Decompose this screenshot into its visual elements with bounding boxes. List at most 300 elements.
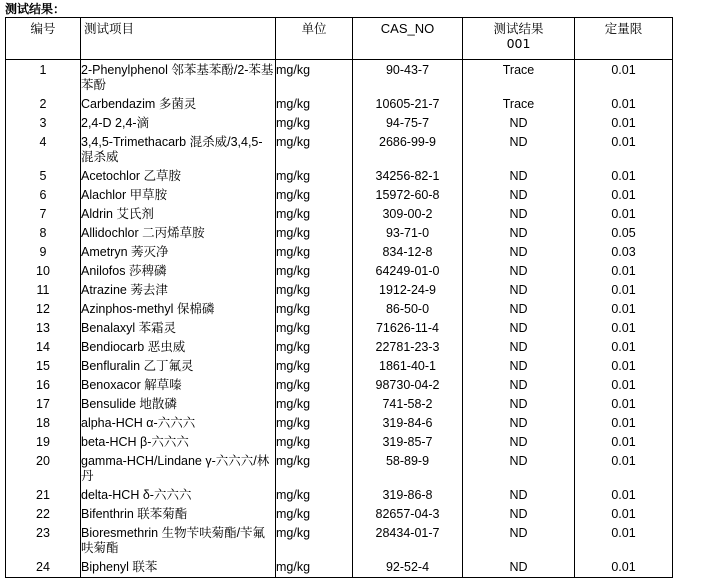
row-result bbox=[463, 395, 575, 414]
row-cas-number-text: 94-75-7 bbox=[385, 116, 430, 130]
row-limit-text: 0.01 bbox=[611, 340, 636, 354]
row-test-item bbox=[81, 186, 276, 205]
row-cas-number-text: 71626-11-4 bbox=[375, 321, 439, 335]
row-limit bbox=[575, 524, 673, 558]
row-unit-text: mg/kg bbox=[276, 97, 311, 111]
row-cas-number bbox=[353, 505, 463, 524]
row-test-item-text: Benfluralin 乙丁氟灵 bbox=[81, 359, 194, 373]
table-row bbox=[6, 114, 673, 133]
row-unit-text: mg/kg bbox=[276, 397, 311, 411]
row-unit bbox=[276, 505, 353, 524]
row-number bbox=[6, 452, 81, 486]
row-test-item bbox=[81, 486, 276, 505]
row-test-item-text: 3,4,5-Trimethacarb 混杀威/3,4,5-混杀威 bbox=[81, 135, 263, 164]
row-result bbox=[463, 558, 575, 578]
row-test-item bbox=[81, 243, 276, 262]
row-number bbox=[6, 558, 81, 578]
row-cas-number-text: 319-86-8 bbox=[382, 488, 433, 502]
row-limit-text: 0.01 bbox=[611, 97, 636, 111]
table-row bbox=[6, 300, 673, 319]
row-test-item bbox=[81, 114, 276, 133]
row-limit-text: 0.01 bbox=[611, 397, 636, 411]
row-result-text: ND bbox=[509, 488, 528, 502]
row-limit-text: 0.01 bbox=[611, 435, 636, 449]
row-result bbox=[463, 60, 575, 96]
row-result bbox=[463, 95, 575, 114]
row-number bbox=[6, 319, 81, 338]
row-result bbox=[463, 281, 575, 300]
row-result-text: ND bbox=[509, 397, 528, 411]
row-result-text: ND bbox=[509, 264, 528, 278]
row-unit-text: mg/kg bbox=[276, 507, 311, 521]
row-test-item-text: delta-HCH δ-六六六 bbox=[81, 488, 192, 502]
row-cas-number-text: 319-85-7 bbox=[382, 435, 433, 449]
row-test-item-text: beta-HCH β-六六六 bbox=[81, 435, 189, 449]
row-number-text: 16 bbox=[36, 378, 50, 392]
row-number bbox=[6, 114, 81, 133]
row-cas-number bbox=[353, 224, 463, 243]
row-result-text: Trace bbox=[502, 97, 535, 111]
row-test-item-text: Alachlor 甲草胺 bbox=[81, 188, 168, 202]
row-cas-number-text: 28434-01-7 bbox=[375, 526, 440, 540]
row-number bbox=[6, 167, 81, 186]
row-number bbox=[6, 395, 81, 414]
row-result-text: ND bbox=[509, 245, 528, 259]
row-unit-text: mg/kg bbox=[276, 226, 311, 240]
table-row bbox=[6, 243, 673, 262]
row-limit-text: 0.01 bbox=[611, 188, 636, 202]
row-number-text: 12 bbox=[36, 302, 50, 316]
row-result-text: ND bbox=[509, 340, 528, 354]
table-row bbox=[6, 186, 673, 205]
results-table bbox=[5, 17, 673, 578]
row-limit bbox=[575, 133, 673, 167]
row-result bbox=[463, 486, 575, 505]
row-test-item bbox=[81, 60, 276, 96]
row-limit bbox=[575, 262, 673, 281]
row-unit bbox=[276, 243, 353, 262]
table-row bbox=[6, 281, 673, 300]
row-test-item-text: Bendiocarb 恶虫威 bbox=[81, 340, 186, 354]
row-limit-text: 0.01 bbox=[611, 116, 636, 130]
row-limit-text: 0.01 bbox=[611, 507, 636, 521]
row-number bbox=[6, 376, 81, 395]
row-result bbox=[463, 357, 575, 376]
row-limit bbox=[575, 338, 673, 357]
row-cas-number bbox=[353, 376, 463, 395]
row-cas-number-text: 34256-82-1 bbox=[375, 169, 440, 183]
row-result bbox=[463, 414, 575, 433]
results-heading: 测试结果： bbox=[5, 2, 66, 16]
row-test-item-text: Azinphos-methyl 保棉磷 bbox=[81, 302, 215, 316]
row-unit bbox=[276, 300, 353, 319]
row-cas-number-text: 1861-40-1 bbox=[379, 359, 436, 373]
row-test-item-text: 2,4-D 2,4-滴 bbox=[81, 116, 150, 130]
row-number bbox=[6, 524, 81, 558]
row-number-text: 7 bbox=[39, 207, 47, 221]
row-number bbox=[6, 186, 81, 205]
row-unit bbox=[276, 133, 353, 167]
row-limit-text: 0.01 bbox=[611, 359, 636, 373]
row-result-text: ND bbox=[509, 560, 528, 574]
table-row bbox=[6, 319, 673, 338]
row-limit bbox=[575, 167, 673, 186]
row-test-item bbox=[81, 376, 276, 395]
row-number-text: 18 bbox=[36, 416, 50, 430]
table-row bbox=[6, 486, 673, 505]
row-test-item bbox=[81, 300, 276, 319]
row-result-text: ND bbox=[509, 135, 528, 149]
row-cas-number-text: 1912-24-9 bbox=[379, 283, 436, 297]
row-result-text: ND bbox=[509, 207, 528, 221]
row-cas-number-text: 92-52-4 bbox=[385, 560, 430, 574]
table-row bbox=[6, 205, 673, 224]
row-cas-number bbox=[353, 357, 463, 376]
row-unit bbox=[276, 262, 353, 281]
row-unit-text: mg/kg bbox=[276, 245, 311, 259]
row-cas-number-text: 10605-21-7 bbox=[375, 97, 440, 111]
row-test-item bbox=[81, 167, 276, 186]
row-number-text: 21 bbox=[36, 488, 50, 502]
header-row bbox=[6, 18, 673, 60]
row-cas-number bbox=[353, 524, 463, 558]
row-cas-number-text: 93-71-0 bbox=[385, 226, 430, 240]
row-result-text: ND bbox=[509, 302, 528, 316]
column-header-limit: 定量限 bbox=[575, 18, 673, 60]
row-result bbox=[463, 300, 575, 319]
row-test-item-text: Atrazine 莠去津 bbox=[81, 283, 168, 297]
row-number bbox=[6, 224, 81, 243]
column-header-result bbox=[463, 18, 575, 60]
row-unit bbox=[276, 357, 353, 376]
row-unit bbox=[276, 224, 353, 243]
row-number-text: 4 bbox=[39, 135, 47, 149]
row-test-item-text: Benoxacor 解草嗪 bbox=[81, 378, 182, 392]
row-result-text: ND bbox=[509, 116, 528, 130]
row-result-text: ND bbox=[509, 359, 528, 373]
table-row bbox=[6, 524, 673, 558]
row-test-item bbox=[81, 95, 276, 114]
row-number-text: 1 bbox=[39, 63, 47, 77]
row-unit-text: mg/kg bbox=[276, 560, 311, 574]
column-header-item: 测试项目 bbox=[81, 18, 276, 60]
row-unit-text: mg/kg bbox=[276, 207, 311, 221]
row-number-text: 2 bbox=[39, 97, 47, 111]
row-cas-number bbox=[353, 95, 463, 114]
row-test-item-text: Ametryn 莠灭净 bbox=[81, 245, 169, 259]
row-number bbox=[6, 486, 81, 505]
row-test-item-text: Carbendazim 多菌灵 bbox=[81, 97, 197, 111]
row-result-text: ND bbox=[509, 169, 528, 183]
row-number-text: 17 bbox=[36, 397, 50, 411]
row-number-text: 20 bbox=[36, 454, 50, 468]
row-result-text: ND bbox=[509, 507, 528, 521]
row-number-text: 6 bbox=[39, 188, 47, 202]
table-row bbox=[6, 558, 673, 578]
row-test-item bbox=[81, 205, 276, 224]
row-result-text: Trace bbox=[502, 63, 535, 77]
row-unit bbox=[276, 486, 353, 505]
row-limit bbox=[575, 205, 673, 224]
row-test-item bbox=[81, 558, 276, 578]
row-unit-text: mg/kg bbox=[276, 340, 311, 354]
row-unit-text: mg/kg bbox=[276, 488, 311, 502]
row-test-item bbox=[81, 224, 276, 243]
row-test-item bbox=[81, 433, 276, 452]
row-unit-text: mg/kg bbox=[276, 169, 311, 183]
row-limit bbox=[575, 357, 673, 376]
row-test-item bbox=[81, 357, 276, 376]
row-limit bbox=[575, 505, 673, 524]
row-number-text: 11 bbox=[36, 283, 50, 297]
row-number-text: 5 bbox=[39, 169, 47, 183]
row-test-item bbox=[81, 395, 276, 414]
row-cas-number-text: 309-00-2 bbox=[382, 207, 433, 221]
row-number bbox=[6, 95, 81, 114]
table-row bbox=[6, 338, 673, 357]
row-number-text: 3 bbox=[39, 116, 47, 130]
row-number bbox=[6, 300, 81, 319]
row-unit-text: mg/kg bbox=[276, 302, 311, 316]
row-cas-number-text: 58-89-9 bbox=[385, 454, 430, 468]
row-cas-number-text: 834-12-8 bbox=[382, 245, 433, 259]
row-unit-text: mg/kg bbox=[276, 264, 311, 278]
row-cas-number bbox=[353, 452, 463, 486]
row-limit-text: 0.05 bbox=[611, 226, 636, 240]
row-number-text: 13 bbox=[36, 321, 50, 335]
row-cas-number bbox=[353, 414, 463, 433]
row-unit bbox=[276, 524, 353, 558]
row-unit bbox=[276, 186, 353, 205]
row-cas-number bbox=[353, 243, 463, 262]
row-number bbox=[6, 133, 81, 167]
row-test-item-text: Benalaxyl 苯霜灵 bbox=[81, 321, 177, 335]
row-unit-text: mg/kg bbox=[276, 283, 311, 297]
row-unit bbox=[276, 60, 353, 96]
row-result bbox=[463, 452, 575, 486]
row-result-text: ND bbox=[509, 321, 528, 335]
row-limit-text: 0.01 bbox=[611, 207, 636, 221]
row-test-item-text: 2-Phenylphenol 邻苯基苯酚/2-苯基苯酚 bbox=[81, 63, 274, 92]
row-limit bbox=[575, 60, 673, 96]
row-unit bbox=[276, 319, 353, 338]
row-result bbox=[463, 505, 575, 524]
row-result bbox=[463, 205, 575, 224]
row-limit bbox=[575, 414, 673, 433]
row-limit-text: 0.01 bbox=[611, 378, 636, 392]
row-cas-number bbox=[353, 300, 463, 319]
row-limit-text: 0.01 bbox=[611, 416, 636, 430]
table-row bbox=[6, 167, 673, 186]
row-unit-text: mg/kg bbox=[276, 435, 311, 449]
row-number-text: 23 bbox=[36, 526, 50, 540]
results-body bbox=[6, 60, 673, 578]
row-unit bbox=[276, 167, 353, 186]
row-cas-number bbox=[353, 281, 463, 300]
row-unit bbox=[276, 395, 353, 414]
row-limit bbox=[575, 114, 673, 133]
table-row bbox=[6, 224, 673, 243]
row-number-text: 9 bbox=[39, 245, 47, 259]
table-row bbox=[6, 133, 673, 167]
row-test-item-text: alpha-HCH α-六六六 bbox=[81, 416, 196, 430]
row-number-text: 19 bbox=[36, 435, 50, 449]
row-unit bbox=[276, 281, 353, 300]
row-limit-text: 0.01 bbox=[611, 526, 636, 540]
row-number bbox=[6, 505, 81, 524]
row-number bbox=[6, 60, 81, 96]
column-header-unit: 单位 bbox=[276, 18, 353, 60]
row-number bbox=[6, 338, 81, 357]
row-unit-text: mg/kg bbox=[276, 188, 311, 202]
row-limit-text: 0.01 bbox=[611, 169, 636, 183]
row-limit bbox=[575, 186, 673, 205]
row-unit-text: mg/kg bbox=[276, 378, 311, 392]
row-test-item bbox=[81, 338, 276, 357]
row-test-item bbox=[81, 319, 276, 338]
row-limit bbox=[575, 300, 673, 319]
row-limit bbox=[575, 452, 673, 486]
row-cas-number bbox=[353, 205, 463, 224]
row-limit bbox=[575, 395, 673, 414]
row-result-text: ND bbox=[509, 526, 528, 540]
row-number bbox=[6, 243, 81, 262]
row-unit-text: mg/kg bbox=[276, 321, 311, 335]
table-row bbox=[6, 376, 673, 395]
row-unit bbox=[276, 376, 353, 395]
row-cas-number-text: 82657-04-3 bbox=[375, 507, 440, 521]
row-cas-number bbox=[353, 395, 463, 414]
row-result-text: ND bbox=[509, 378, 528, 392]
row-cas-number bbox=[353, 319, 463, 338]
column-header-result-label: 测试结果 bbox=[493, 21, 544, 36]
row-unit bbox=[276, 338, 353, 357]
row-test-item bbox=[81, 505, 276, 524]
row-cas-number-text: 90-43-7 bbox=[385, 63, 430, 77]
row-test-item-text: Biphenyl 联苯 bbox=[81, 560, 158, 574]
row-limit-text: 0.01 bbox=[611, 488, 636, 502]
row-cas-number bbox=[353, 186, 463, 205]
table-row bbox=[6, 262, 673, 281]
row-cas-number-text: 2686-99-9 bbox=[379, 135, 436, 149]
row-number-text: 10 bbox=[36, 264, 50, 278]
row-cas-number bbox=[353, 262, 463, 281]
table-row bbox=[6, 395, 673, 414]
row-result bbox=[463, 376, 575, 395]
table-row bbox=[6, 357, 673, 376]
row-number bbox=[6, 414, 81, 433]
row-test-item-text: Bifenthrin 联苯菊酯 bbox=[81, 507, 188, 521]
row-test-item-text: Anilofos 莎稗磷 bbox=[81, 264, 167, 278]
row-limit-text: 0.01 bbox=[611, 283, 636, 297]
row-cas-number-text: 98730-04-2 bbox=[375, 378, 440, 392]
row-number-text: 22 bbox=[36, 507, 50, 521]
table-row bbox=[6, 414, 673, 433]
row-test-item-text: Bioresmethrin 生物苄呋菊酯/苄氟呋菊酯 bbox=[81, 526, 266, 555]
row-unit-text: mg/kg bbox=[276, 359, 311, 373]
row-cas-number bbox=[353, 133, 463, 167]
row-cas-number bbox=[353, 338, 463, 357]
row-limit-text: 0.01 bbox=[611, 454, 636, 468]
row-result bbox=[463, 133, 575, 167]
row-test-item-text: gamma-HCH/Lindane γ-六六六/林丹 bbox=[81, 454, 270, 483]
table-row bbox=[6, 505, 673, 524]
row-cas-number-text: 22781-23-3 bbox=[375, 340, 440, 354]
row-test-item bbox=[81, 414, 276, 433]
row-result bbox=[463, 114, 575, 133]
row-number bbox=[6, 262, 81, 281]
row-result bbox=[463, 319, 575, 338]
row-limit bbox=[575, 433, 673, 452]
row-test-item-text: Aldrin 艾氏剂 bbox=[81, 207, 154, 221]
row-limit-text: 0.01 bbox=[611, 135, 636, 149]
row-limit-text: 0.01 bbox=[611, 560, 636, 574]
row-result bbox=[463, 433, 575, 452]
row-cas-number bbox=[353, 167, 463, 186]
column-header-no: 编号 bbox=[6, 18, 81, 60]
row-test-item-text: Allidochlor 二丙烯草胺 bbox=[81, 226, 205, 240]
column-header-result-sample: 001 bbox=[506, 36, 531, 51]
row-number bbox=[6, 281, 81, 300]
row-number-text: 15 bbox=[36, 359, 50, 373]
row-number bbox=[6, 433, 81, 452]
table-row bbox=[6, 433, 673, 452]
row-cas-number-text: 741-58-2 bbox=[382, 397, 433, 411]
row-limit bbox=[575, 319, 673, 338]
row-number-text: 24 bbox=[36, 560, 50, 574]
row-test-item bbox=[81, 452, 276, 486]
table-row bbox=[6, 60, 673, 96]
row-cas-number-text: 64249-01-0 bbox=[375, 264, 440, 278]
row-result bbox=[463, 338, 575, 357]
row-number bbox=[6, 357, 81, 376]
row-cas-number bbox=[353, 114, 463, 133]
row-limit bbox=[575, 95, 673, 114]
row-unit-text: mg/kg bbox=[276, 135, 311, 149]
row-limit bbox=[575, 224, 673, 243]
row-limit bbox=[575, 558, 673, 578]
row-unit bbox=[276, 452, 353, 486]
row-cas-number bbox=[353, 433, 463, 452]
row-test-item-text: Bensulide 地散磷 bbox=[81, 397, 177, 411]
row-limit-text: 0.01 bbox=[611, 321, 636, 335]
row-limit-text: 0.01 bbox=[611, 63, 636, 77]
row-unit-text: mg/kg bbox=[276, 416, 311, 430]
row-result bbox=[463, 243, 575, 262]
row-unit-text: mg/kg bbox=[276, 116, 311, 130]
row-unit bbox=[276, 205, 353, 224]
row-cas-number-text: 86-50-0 bbox=[385, 302, 430, 316]
row-result-text: ND bbox=[509, 416, 528, 430]
row-test-item-text: Acetochlor 乙草胺 bbox=[81, 169, 182, 183]
row-result bbox=[463, 524, 575, 558]
row-result-text: ND bbox=[509, 454, 528, 468]
row-number-text: 14 bbox=[36, 340, 50, 354]
row-limit-text: 0.01 bbox=[611, 264, 636, 278]
row-unit bbox=[276, 433, 353, 452]
row-unit bbox=[276, 414, 353, 433]
row-unit bbox=[276, 558, 353, 578]
column-header-cas: CAS_NO bbox=[353, 18, 463, 60]
row-result bbox=[463, 167, 575, 186]
row-number-text: 8 bbox=[39, 226, 47, 240]
row-limit-text: 0.01 bbox=[611, 302, 636, 316]
row-result bbox=[463, 224, 575, 243]
row-unit bbox=[276, 114, 353, 133]
row-cas-number-text: 319-84-6 bbox=[382, 416, 433, 430]
row-result-text: ND bbox=[509, 188, 528, 202]
row-test-item bbox=[81, 281, 276, 300]
